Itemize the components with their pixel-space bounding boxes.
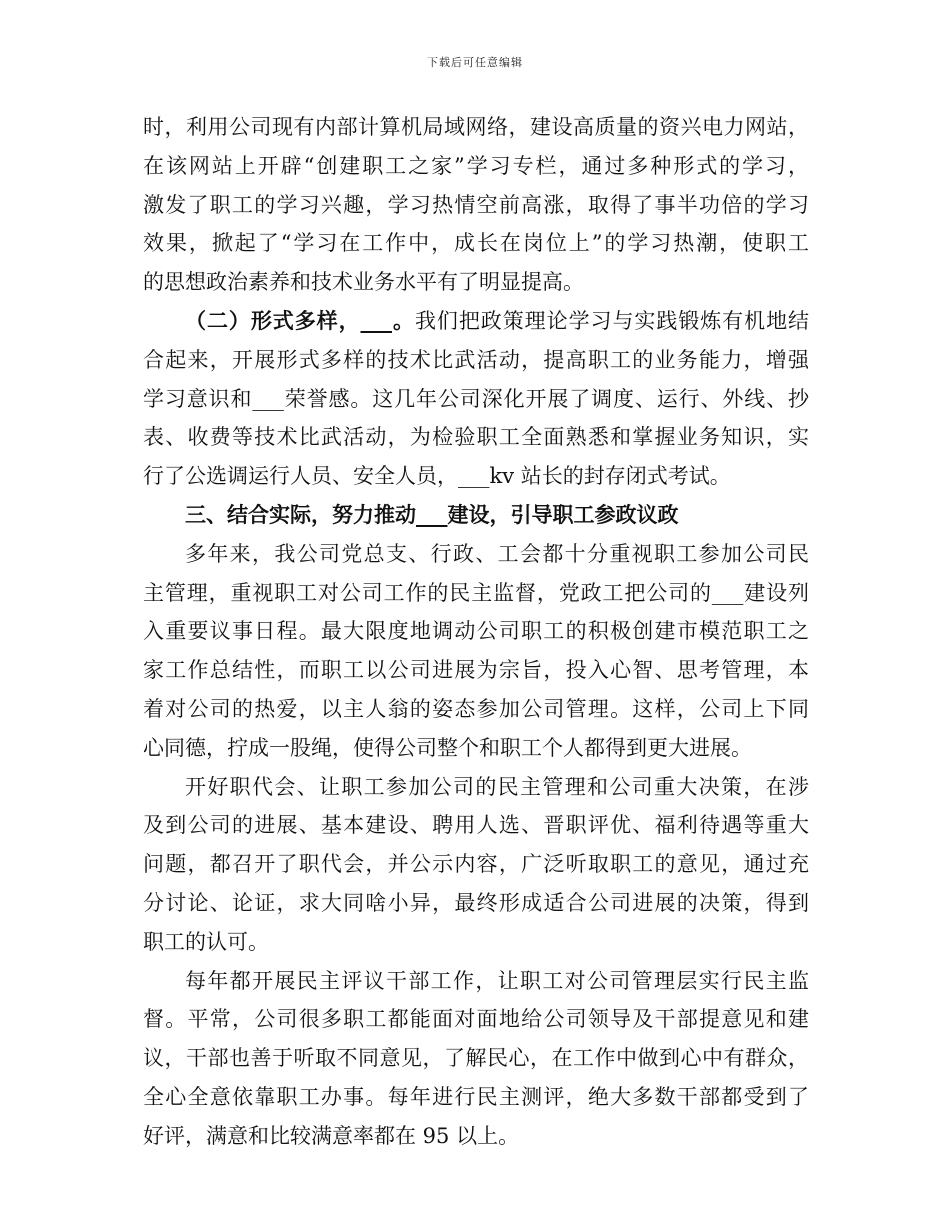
paragraph-line: 心同德，拧成一股绳，使得公司整个和职工个人都得到更大进展。: [143, 735, 752, 760]
paragraph-forms-diverse: [143, 302, 809, 496]
page-header: 下载后可任意编辑: [427, 56, 523, 69]
paragraph-line: 分讨论、论证，求大同啥小异，最终形成适合公司进展的决策，得到: [143, 890, 809, 915]
paragraph-line: 效果，掀起了“学习在工作中，成长在岗位上”的学习热潮，使职工: [143, 231, 809, 256]
paragraph-line: 主管理，重视职工对公司工作的民主监督，党政工把公司的___建设列: [143, 580, 809, 605]
paragraph-line: 多年来，我公司党总支、行政、工会都十分重视职工参加公司民: [185, 541, 809, 566]
paragraph-line: 着对公司的热爱，以主人翁的姿态参加公司管理。这样，公司上下同: [143, 696, 809, 721]
paragraph-line: 每年都开展民主评议干部工作，让职工对公司管理层实行民主监: [185, 968, 809, 993]
paragraph-line: 好评，满意和比较满意率都在 95 以上。: [143, 1123, 520, 1148]
paragraph-line: 家工作总结性，而职工以公司进展为宗旨，投入心智、思考管理，本: [143, 658, 809, 683]
paragraph-line: 督。平常，公司很多职工都能面对面地给公司领导及干部提意见和建: [143, 1007, 809, 1032]
paragraph-line: 行了公选调运行人员、安全人员，___kv 站长的封存闭式考试。: [143, 464, 731, 489]
paragraph-democratic-management: [143, 535, 809, 768]
paragraph-line: 职工的认可。: [143, 929, 269, 954]
paragraph-first-line: [143, 302, 809, 341]
section-heading: 三、结合实际，努力推动___建设，引导职工参政议政: [185, 501, 679, 527]
section-subheading: （二）形式多样，___。: [185, 307, 415, 333]
paragraph-line: 在该网站上开辟“创建职工之家”学习专栏，通过多种形式的学习，: [143, 153, 809, 178]
paragraph-line: 时，利用公司现有内部计算机局域网络，建设高质量的资兴电力网站，: [143, 115, 809, 139]
paragraph-line: 的思想政治素养和技术业务水平有了明显提高。: [143, 270, 584, 295]
paragraph-line: 表、收费等技术比武活动，为检验职工全面熟悉和掌握业务知识，实: [143, 425, 809, 450]
paragraph-line: 激发了职工的学习兴趣，学习热情空前高涨，取得了事半功倍的学习: [143, 192, 809, 217]
paragraph-line: 问题，都召开了职代会，并公示内容，广泛听取职工的意见，通过充: [143, 852, 809, 877]
paragraph-line: 全心全意依靠职工办事。每年进行民主测评，绝大多数干部都受到了: [143, 1084, 809, 1109]
paragraph-line: 及到公司的进展、基本建设、聘用人选、晋职评优、福利待遇等重大: [143, 813, 809, 838]
paragraph-line: 议，干部也善于听取不同意见，了解民心，在工作中做到心中有群众，: [143, 1046, 809, 1071]
paragraph-line: 学习意识和___荣誉感。这几年公司深化开展了调度、运行、外线、抄: [143, 386, 809, 411]
paragraph-cadre-evaluation: [143, 962, 809, 1156]
paragraph-workers-congress: [143, 768, 809, 962]
paragraph-website: [143, 108, 809, 302]
paragraph-line: 开好职代会、让职工参加公司的民主管理和公司重大决策，在涉: [185, 774, 809, 799]
document-body: [143, 108, 809, 1156]
paragraph-lead-text: 我们把政策理论学习与实践锻炼有机地结: [414, 308, 809, 333]
paragraph-line: 合起来，开展形式多样的技术比武活动，提高职工的业务能力，增强: [143, 347, 809, 372]
paragraph-line: 入重要议事日程。最大限度地调动公司职工的积极创建市模范职工之: [143, 619, 809, 644]
